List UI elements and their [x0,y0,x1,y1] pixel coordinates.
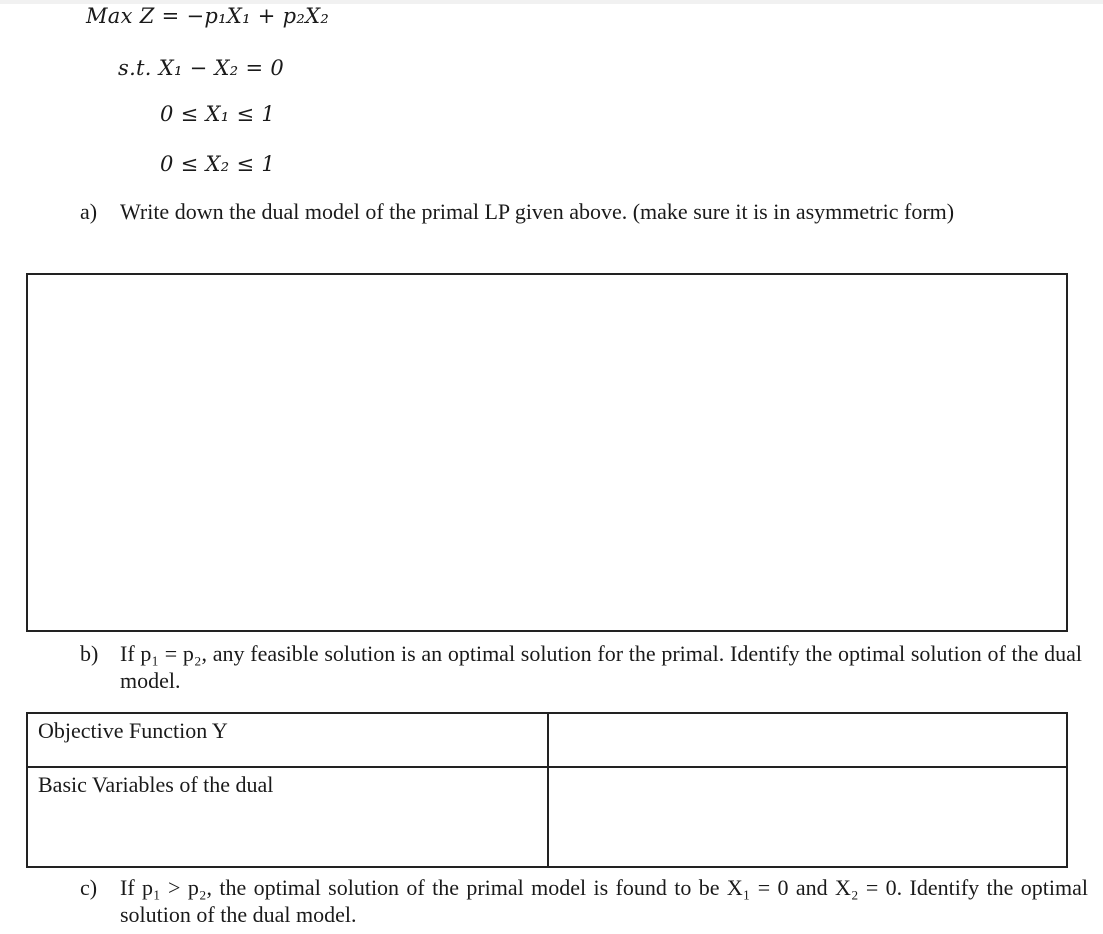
part-c-question: If p₁ > p₂, the optimal solution of the primal model is found to be X₁ = 0 and X₂ = 0. Identify the optimal solution of the dual model. [120,875,1088,927]
part-c-letter: c) [80,875,98,900]
basic-variables-label: Basic Variables of the dual [27,767,548,867]
part-a-letter: a) [80,199,98,224]
basic-variables-answer-cell[interactable] [548,767,1067,867]
bound-x1: 0 ≤ X₁ ≤ 1 [160,102,275,126]
objective-function: Max Z = −p₁X₁ + p₂X₂ [86,4,330,28]
part-b-answer-table [26,712,1068,868]
part-a-answer-box[interactable] [26,273,1068,632]
part-b-question: If p₁ = p₂, any feasible solution is an optimal solution for the primal. Identify the optimal solution of the dual model. [120,641,1082,693]
table-row [27,767,1067,867]
part-a-question: Write down the dual model of the primal LP given above. (make sure it is in asymmetric form) [120,199,955,224]
objective-function-answer-cell[interactable] [548,713,1067,767]
constraint-equation: s.t. X₁ − X₂ = 0 [118,56,285,80]
bound-x2: 0 ≤ X₂ ≤ 1 [160,152,275,176]
part-b-letter: b) [80,641,99,666]
table-row [27,713,1067,767]
objective-function-label: Objective Function Y [27,713,548,767]
